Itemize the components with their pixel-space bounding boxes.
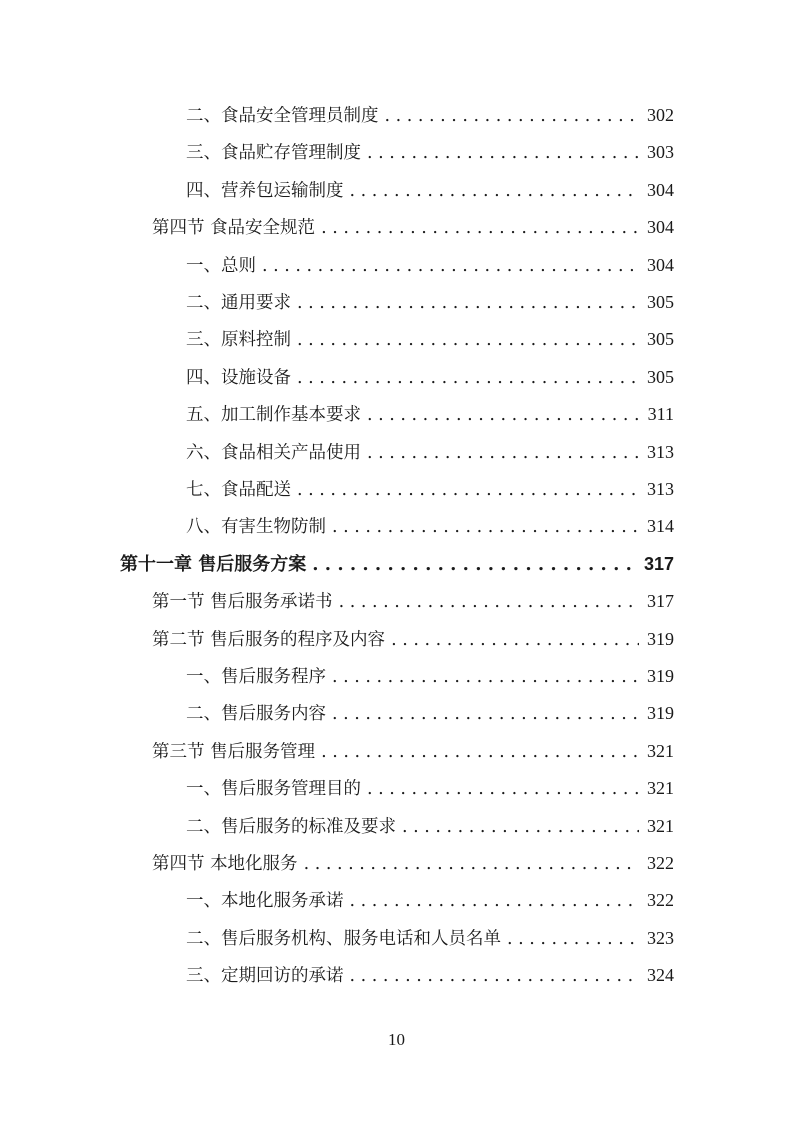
toc-entry-title: 二、售后服务内容 [186,704,326,725]
toc-entry[interactable] [186,773,674,803]
toc-entry-title: 二、通用要求 [186,293,291,313]
toc-entry-page: 324 [647,965,674,986]
dot-leader [262,251,639,281]
dot-leader [297,363,639,393]
toc-entry-title: 第四节 本地化服务 [152,854,298,874]
toc-entry[interactable] [186,175,674,205]
toc-entry[interactable] [186,287,674,317]
toc-entry-title: 四、设施设备 [186,367,291,388]
dot-leader [367,138,639,168]
toc-entry-page: 323 [647,927,674,948]
toc-entry[interactable] [152,848,674,878]
toc-entry-page: 319 [647,628,674,649]
dot-leader [402,812,639,842]
toc-entry-title: 一、售后服务管理目的 [186,779,361,800]
toc-entry-title: 三、原料控制 [186,330,291,351]
toc-entry-page: 321 [647,778,674,799]
toc-entry-page: 305 [647,329,674,350]
toc-entry-page: 322 [647,890,674,911]
toc-entry[interactable] [152,736,674,766]
toc-entry-page: 304 [647,254,674,275]
toc-entry-page: 303 [647,142,674,163]
toc-entry[interactable] [186,885,674,915]
toc-entry-page: 311 [647,404,674,425]
dot-leader [312,550,636,580]
toc-entry-title: 第四节 食品安全规范 [152,218,316,239]
toc-entry-title: 二、售后服务的标准及要求 [186,816,396,837]
dot-leader [321,213,639,243]
dot-leader [367,400,640,430]
toc-entry-page: 319 [647,666,674,686]
dot-leader [350,961,640,991]
toc-entry[interactable] [186,250,674,280]
dot-leader [321,737,639,767]
toc-entry-page: 314 [647,516,674,537]
toc-entry[interactable] [152,624,674,654]
toc-entry[interactable] [186,100,674,130]
dot-leader [350,176,640,206]
toc-entry-title: 七、食品配送 [186,480,291,500]
toc-entry[interactable] [186,811,674,841]
toc-entry-title: 一、总则 [186,255,256,276]
page-number: 10 [388,1030,405,1049]
dot-leader [332,662,639,692]
toc-entry-page: 317 [643,553,674,574]
dot-leader [332,699,639,729]
dot-leader [297,475,639,505]
toc-entry-title: 第十一章 售后服务方案 [120,553,307,575]
dot-leader [507,924,639,954]
toc-entry-page: 304 [647,179,674,200]
dot-leader [332,512,639,542]
toc-entry[interactable] [186,324,674,354]
toc-entry-title: 一、售后服务程序 [186,667,326,687]
toc-entry[interactable] [186,511,674,541]
toc-entry-title: 三、食品贮存管理制度 [186,143,361,164]
toc-entry-page: 313 [647,479,674,499]
toc-entry-title: 六、食品相关产品使用 [186,442,361,463]
toc-entry-title: 三、定期回访的承诺 [186,966,344,987]
toc-entry-title: 五、加工制作基本要求 [186,405,361,426]
toc-entry-title: 第一节 售后服务承诺书 [152,592,333,613]
toc-entry[interactable] [186,960,674,990]
dot-leader [367,774,639,804]
dot-leader [367,438,639,468]
dot-leader [304,849,639,879]
toc-entry[interactable] [186,437,674,467]
toc-entry[interactable] [186,137,674,167]
toc-entry[interactable] [186,362,674,392]
toc-entry[interactable] [152,212,674,242]
toc-entry-title: 二、售后服务机构、服务电话和人员名单 [186,928,501,949]
dot-leader [385,101,640,131]
toc-entry-page: 305 [647,366,674,387]
toc-entry-page: 305 [647,292,674,312]
toc-entry[interactable] [186,661,674,691]
dot-leader [297,325,639,355]
toc-entry[interactable] [186,698,674,728]
toc-entry-page: 321 [647,815,674,836]
toc-entry-page: 317 [647,591,674,612]
toc-entry-title: 二、食品安全管理员制度 [186,106,379,126]
toc-entry-page: 321 [647,740,674,761]
toc-entry[interactable] [120,549,674,579]
dot-leader [391,625,639,655]
toc-entry-page: 313 [647,441,674,462]
toc-entry-page: 322 [647,853,674,873]
dot-leader [297,288,639,318]
toc-entry[interactable] [186,399,674,429]
toc-entry-title: 第三节 售后服务管理 [152,741,316,762]
toc-entry-title: 一、本地化服务承诺 [186,891,344,912]
toc-entry-page: 302 [647,105,674,125]
dot-leader [339,587,639,617]
toc-entry[interactable] [152,586,674,616]
toc-entry-page: 304 [647,217,674,238]
toc-entry-title: 第二节 售后服务的程序及内容 [152,629,386,650]
dot-leader [350,886,640,916]
toc-entry[interactable] [186,474,674,504]
toc-entry-title: 四、营养包运输制度 [186,180,344,201]
toc-entry-title: 八、有害生物防制 [186,517,326,538]
toc-entry[interactable] [186,923,674,953]
toc-entry-page: 319 [647,703,674,724]
